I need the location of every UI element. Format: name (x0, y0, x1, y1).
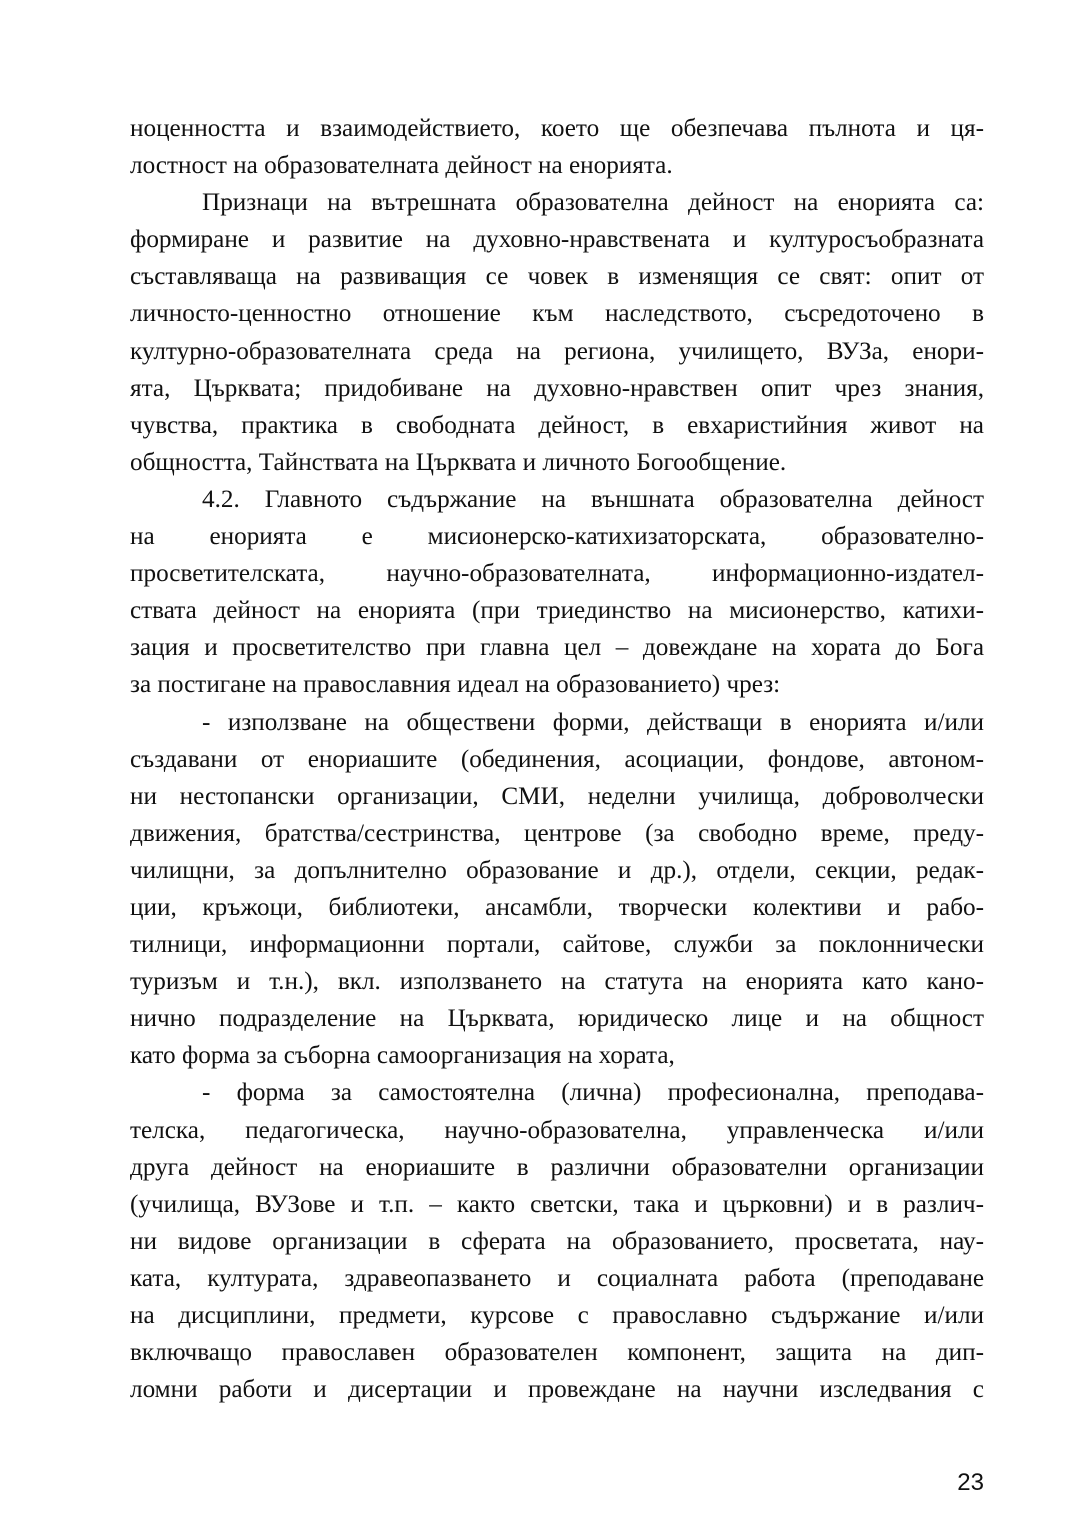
text-line: като форма за съборна самоорганизация на хората, (130, 1042, 675, 1070)
text-line: просветителската, научно-образователната, информационно-издател- (130, 560, 984, 588)
text-line: културно-образователната среда на региона, училището, ВУЗа, енори- (130, 337, 984, 365)
body-text (130, 110, 984, 1408)
text-line: ни нестопански организации, СМИ, неделни училища, доброволчески (130, 782, 984, 810)
text-line: туризъм и т.н.), вкл. използването на статута на енорията като кано- (130, 968, 984, 996)
text-line: - форма за самостоятелна (лична) професионална, преподава- (202, 1079, 984, 1107)
text-line: лостност на образователната дейност на енорията. (130, 152, 673, 180)
text-line: създавани от енориашите (обединения, асоциации, фондове, автоном- (130, 745, 984, 773)
text-line: чилищни, за допълнително образование и др.), отдели, секции, редак- (130, 856, 984, 884)
text-line: формиране и развитие на духовно-нравствената и културосъобразната (130, 226, 984, 254)
text-line: (училища, ВУЗове и т.п. – както светски, така и църковни) и в различ- (130, 1190, 984, 1218)
text-line: нично подразделение на Църквата, юридическо лице и на общност (130, 1005, 984, 1033)
text-line: тилници, информационни портали, сайтове, служби за поклоннически (130, 931, 984, 959)
text-line: включващо православен образователен компонент, защита на дип- (130, 1339, 984, 1367)
text-line: телска, педагогическа, научно-образователна, управленческа и/или (130, 1116, 984, 1144)
text-line: 4.2. Главното съдържание на външната образователна дейност (202, 485, 984, 513)
text-line: друга дейност на енориашите в различни образователни организации (130, 1153, 984, 1181)
text-line: чувства, практика в свободната дейност, в евхаристийния живот на (130, 411, 984, 439)
text-line: ноценността и взаимодействието, което ще обезпечава пълнота и ця- (130, 115, 984, 142)
text-line: на дисциплини, предмети, курсове с православно съдържание и/или (130, 1302, 984, 1329)
text-line: ката, културата, здравеопазването и социалната работа (преподаване (130, 1264, 984, 1292)
text-line: зация и просветителство при главна цел – довеждане на хората до Бога (130, 634, 984, 662)
text-line: движения, братства/сестринства, центрове (за свободно време, преду- (130, 819, 984, 847)
text-line: за постигане на православния идеал на образованието) чрез: (130, 671, 781, 699)
page-number: 23 (957, 1469, 984, 1496)
text-line: на енорията е мисионерско-катихизаторската, образователно- (130, 523, 984, 551)
text-line: - използване на обществени форми, действащи в енорията и/или (202, 708, 984, 736)
text-line: ломни работи и дисертации и провеждане на научни изследвания с (130, 1376, 984, 1404)
text-line: личносто-ценностно отношение към наследството, съсредоточено в (130, 300, 984, 328)
text-line: ствата дейност на енорията (при триединство на мисионерство, катихи- (130, 597, 984, 625)
text-line: общността, Тайнствата на Църквата и личното Богообщение. (130, 448, 787, 476)
text-line: ции, кръжоци, библиотеки, ансамбли, творчески колективи и рабо- (130, 893, 984, 921)
text-line: съставляваща на развиващия се човек в изменящия се свят: опит от (130, 263, 984, 291)
text-line: ята, Църквата; придобиване на духовно-нравствен опит чрез знания, (130, 374, 984, 402)
text-line: Признаци на вътрешната образователна дейност на енорията са: (202, 189, 984, 217)
text-line: ни видове организации в сферата на образованието, просветата, нау- (130, 1227, 984, 1255)
